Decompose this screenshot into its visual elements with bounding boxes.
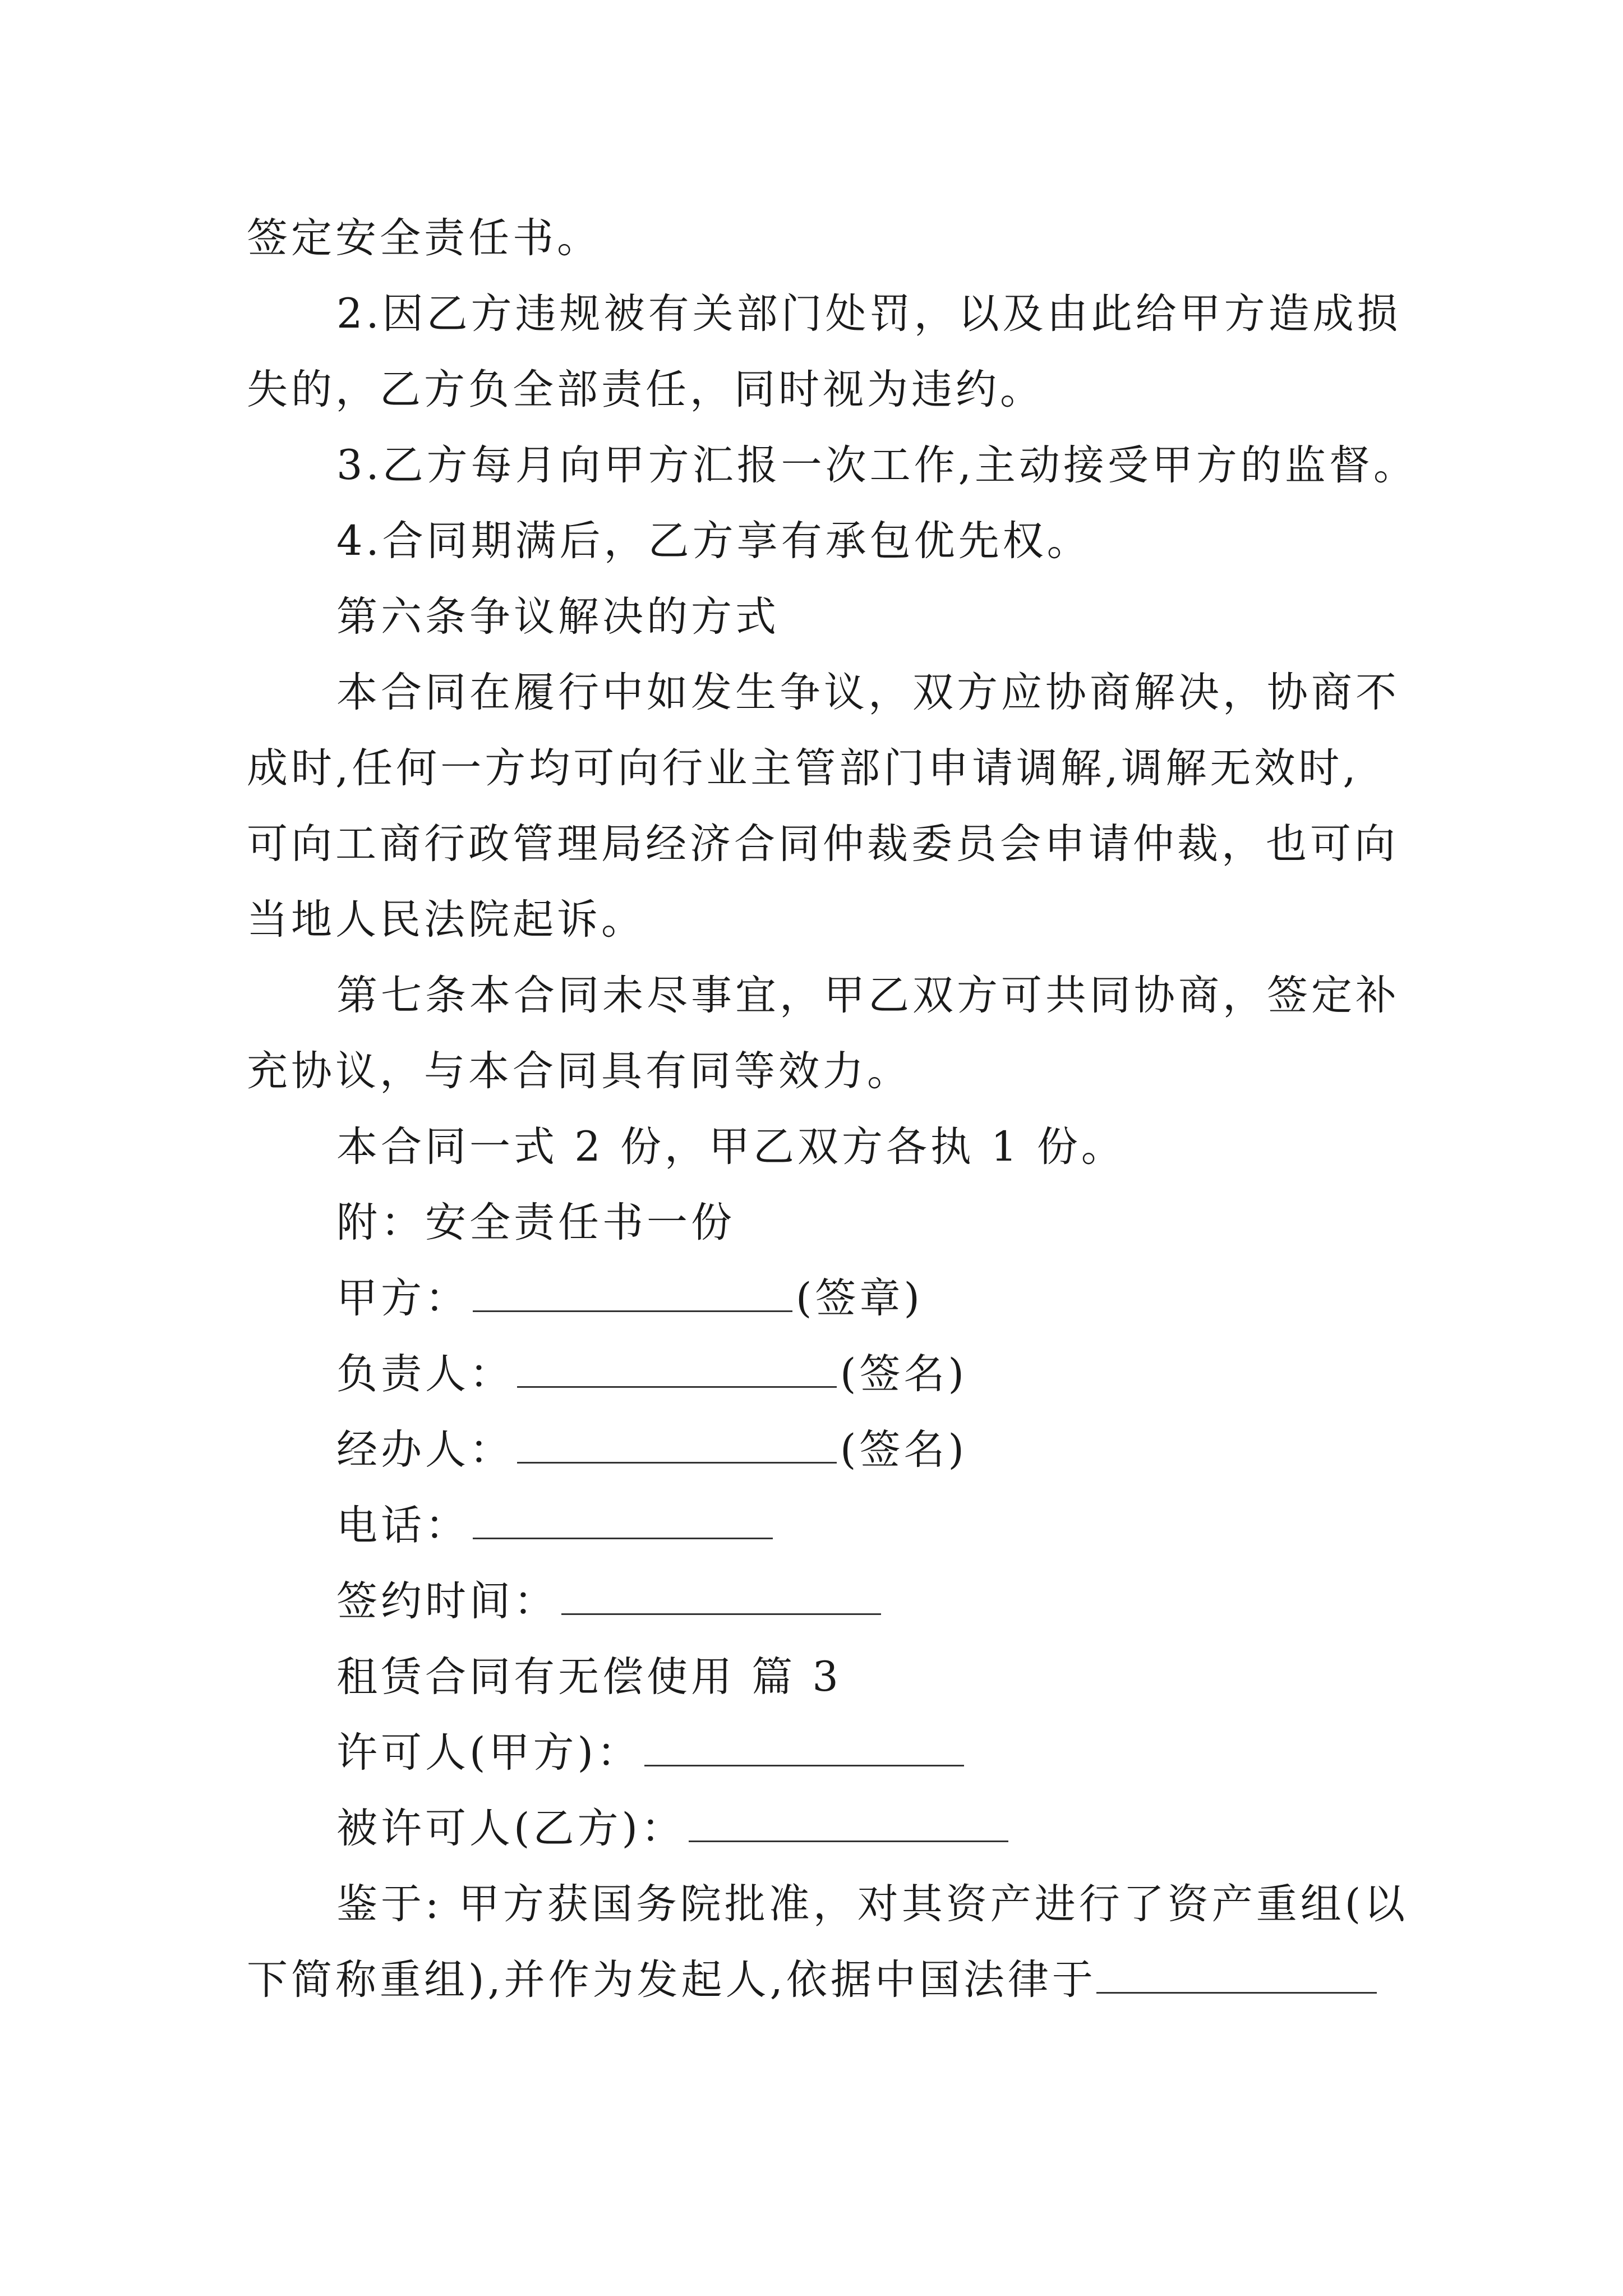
sign-date-blank: [561, 1579, 881, 1615]
recital-line-continued: [247, 1952, 1380, 2008]
handler-signature-row: [336, 1422, 967, 1478]
licensee-label: 被许可人(乙方)：: [336, 1805, 685, 1852]
paragraph-line: 第七条本合同未尽事宜，甲乙双方可共同协商，签定补: [336, 972, 1400, 1019]
recital-text: 下简称重组),并作为发起人,依据中国法律于: [247, 1956, 1096, 2004]
paragraph-line: 4.合同期满后，乙方享有承包优先权。: [336, 517, 1091, 565]
sign-date-label: 签约时间：: [336, 1577, 558, 1625]
paragraph-line: 充协议，与本合同具有同等效力。: [247, 1047, 911, 1095]
phone-label: 电话：: [336, 1502, 469, 1549]
handler-label: 经办人：: [336, 1426, 514, 1474]
leader-suffix: (签名): [840, 1350, 967, 1398]
phone-row: [336, 1498, 776, 1554]
party-a-signature-row: [336, 1271, 923, 1327]
recital-date-blank: [1096, 1957, 1377, 1994]
paragraph-line: 可向工商行政管理局经济合同仲裁委员会申请仲裁，也可向: [247, 820, 1399, 868]
licensor-row: [336, 1725, 967, 1781]
paragraph-line: 成时,任何一方均可向行业主管部门申请调解,调解无效时,: [247, 744, 1359, 792]
licensee-blank: [689, 1806, 1008, 1842]
paragraph-line: 当地人民法院起诉。: [247, 896, 645, 944]
party-a-suffix: (签章): [796, 1274, 923, 1322]
party-a-blank: [473, 1276, 792, 1312]
paragraph-line: 本合同在履行中如发生争议，双方应协商解决，协商不: [336, 669, 1400, 716]
section-heading: 第六条争议解决的方式: [336, 593, 780, 641]
paragraph-line: 失的，乙方负全部责任，同时视为违约。: [247, 366, 1044, 413]
licensor-blank: [644, 1730, 964, 1766]
licensor-label: 许可人(甲方)：: [336, 1729, 641, 1777]
leader-label: 负责人：: [336, 1350, 514, 1398]
leader-blank: [517, 1351, 837, 1388]
handler-suffix: (签名): [840, 1426, 967, 1474]
leader-signature-row: [336, 1346, 967, 1402]
section-title: 租赁合同有无偿使用 篇 3: [336, 1653, 842, 1701]
phone-blank: [473, 1503, 773, 1539]
handler-blank: [517, 1427, 837, 1464]
recital-line: 鉴于: 甲方获国务院批准，对其资产进行了资产重组(以: [336, 1880, 1409, 1928]
attachment-note: 附：安全责任书一份: [336, 1199, 735, 1246]
party-a-label: 甲方：: [336, 1274, 469, 1322]
paragraph-line: 签定安全责任书。: [247, 214, 601, 262]
paragraph-line: 2.因乙方违规被有关部门处罚，以及由此给甲方造成损: [336, 290, 1401, 338]
licensee-row: [336, 1801, 1012, 1857]
sign-date-row: [336, 1573, 884, 1630]
paragraph-line: 3.乙方每月向甲方汇报一次工作,主动接受甲方的监督。: [336, 441, 1418, 489]
paragraph-line: 本合同一式 2 份，甲乙双方各执 1 份。: [336, 1123, 1126, 1171]
